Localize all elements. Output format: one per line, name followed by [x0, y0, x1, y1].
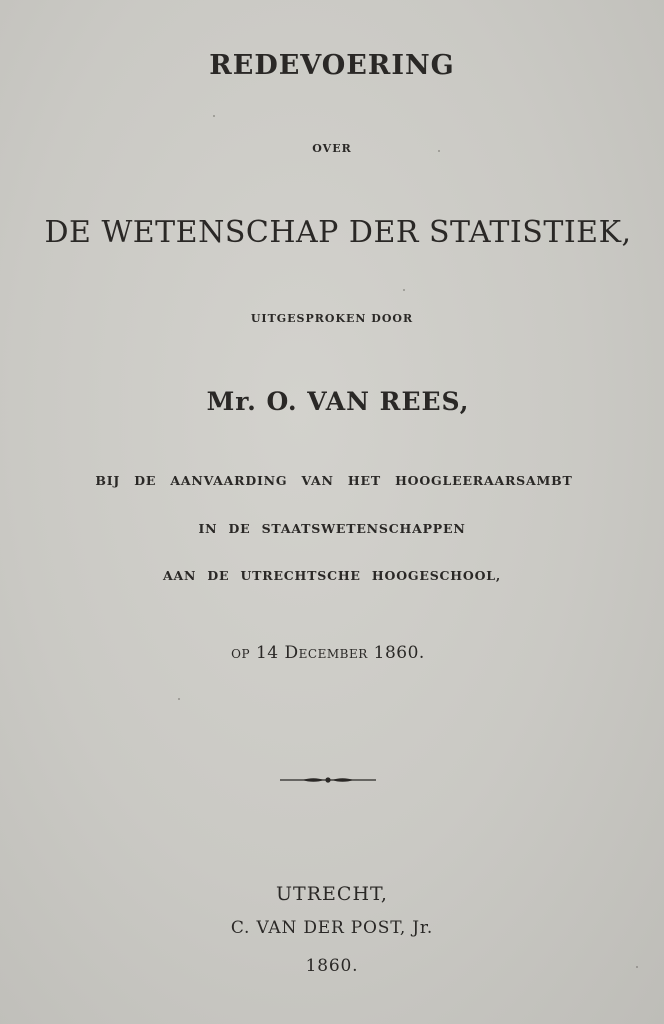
- occasion-line-2: IN DE STAATSWETENSCHAPPEN: [198, 521, 466, 536]
- subject-text: DE WETENSCHAP DER STATISTIEK,: [44, 215, 632, 250]
- over-text: OVER: [312, 142, 352, 155]
- place-text: UTRECHT,: [276, 883, 388, 905]
- paper-speck: [213, 115, 215, 117]
- publisher-text: C. VAN DER POST, Jr.: [230, 918, 434, 938]
- book-title: REDEVOERING: [209, 50, 455, 81]
- paper-speck: [403, 289, 405, 291]
- date-text: op 14 December 1860.: [231, 643, 425, 663]
- paper-speck: [178, 698, 180, 700]
- paper-speck: [438, 150, 440, 152]
- paper-speck: [636, 966, 638, 968]
- year-text: 1860.: [305, 956, 359, 976]
- occasion-line-3: AAN DE UTRECHTSCHE HOOGESCHOOL,: [162, 568, 502, 583]
- spoken-by-text: UITGESPROKEN DOOR: [250, 312, 414, 325]
- author-name: Mr. O. VAN REES,: [206, 387, 470, 416]
- ornament-rule: [280, 774, 376, 786]
- occasion-line-1: BIJ DE AANVAARDING VAN HET HOOGLEERAARSAMBT: [95, 473, 573, 488]
